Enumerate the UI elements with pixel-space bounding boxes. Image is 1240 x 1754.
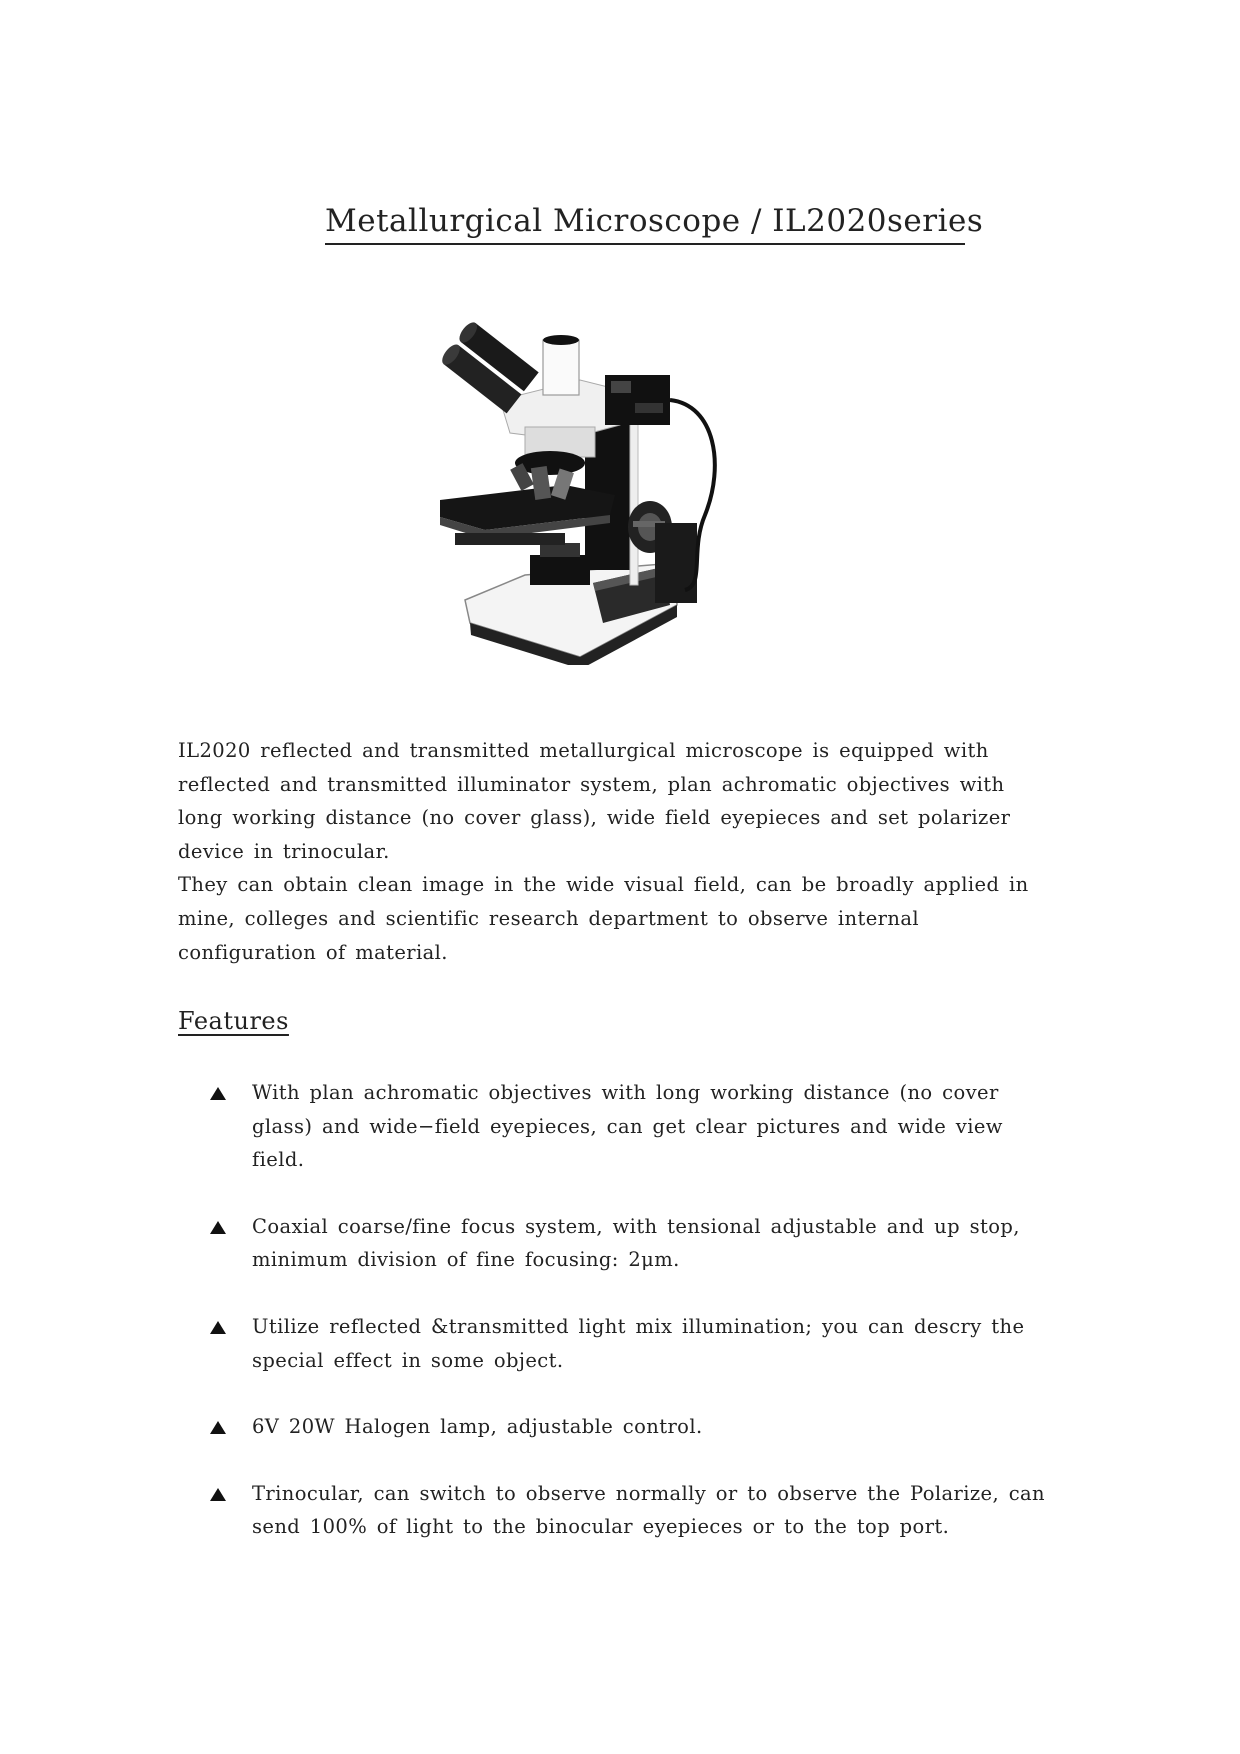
feature-text: Trinocular, can switch to observe normally or to observe the Polarize, can send 100% of light to the binocular eyepieces or to the top port.	[252, 1481, 1046, 1539]
intro-paragraph-1: IL2020 reflected and transmitted metallurgical microscope is equipped with reflected and transmitted illuminator system, plan achromatic objectives with long working distance (no cover glass), wide field eyepieces and set polarizer device in trinocular.	[178, 739, 1011, 863]
triangle-bullet-icon	[210, 1488, 226, 1501]
list-item	[210, 1310, 1060, 1377]
feature-text: With plan achromatic objectives with long working distance (no cover glass) and wide−field eyepieces, can get clear pictures and wide view field.	[252, 1081, 1003, 1172]
triangle-bullet-icon	[210, 1321, 226, 1334]
list-item	[210, 1477, 1060, 1544]
list-item	[210, 1210, 1060, 1277]
features-heading: Features	[178, 1007, 289, 1035]
list-item	[210, 1076, 1060, 1177]
page-title: Metallurgical Microscope / IL2020series	[325, 200, 965, 245]
intro-text	[178, 734, 1058, 969]
triangle-bullet-icon	[210, 1087, 226, 1100]
feature-text: 6V 20W Halogen lamp, adjustable control.	[252, 1415, 703, 1439]
triangle-bullet-icon	[210, 1421, 226, 1434]
intro-paragraph-2: They can obtain clean image in the wide visual field, can be broadly applied in mine, colleges and scientific research department to observe internal configuration of material.	[178, 873, 1029, 964]
triangle-bullet-icon	[210, 1221, 226, 1234]
feature-text: Utilize reflected &transmitted light mix illumination; you can descry the special effect in some object.	[252, 1314, 1025, 1372]
feature-list	[210, 1076, 1060, 1577]
feature-text: Coaxial coarse/fine focus system, with tensional adjustable and up stop, minimum division of fine focusing: 2μm.	[252, 1214, 1020, 1272]
list-item	[210, 1410, 1060, 1444]
microscope-photo	[415, 305, 745, 665]
